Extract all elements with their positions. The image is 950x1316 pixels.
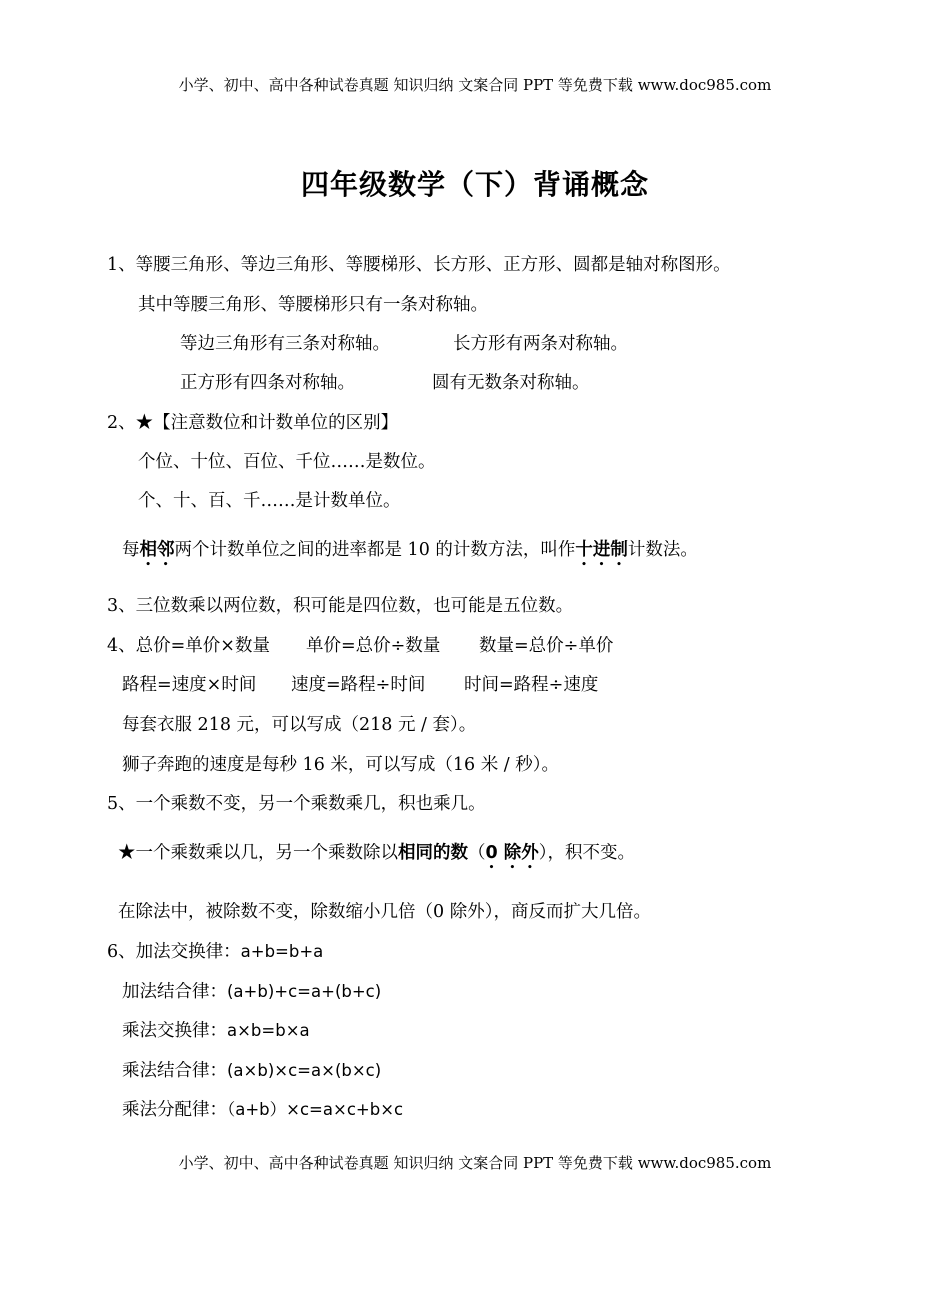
multiplication-associative-formula: (a×b)×c=a×(b×c) xyxy=(227,1061,382,1080)
s1-line4b: 圆有无数条对称轴。 xyxy=(432,373,590,393)
s2-line4-part1: 每 xyxy=(122,540,140,560)
s6-line5 xyxy=(122,1098,403,1122)
s6-line1 xyxy=(107,940,323,964)
s2-line4-part2: 两个计数单位之间的进率都是 10 的计数方法，叫作 xyxy=(174,540,576,560)
addition-associative-label: 加法结合律： xyxy=(122,982,227,1002)
addition-commutative-formula: a+b=b+a xyxy=(240,942,324,961)
s5-line2 xyxy=(118,841,635,873)
addition-commutative-label: 6、加法交换律： xyxy=(107,942,241,962)
s1-line2: 其中等腰三角形、等腰梯形只有一条对称轴。 xyxy=(138,295,488,315)
s4-line4: 狮子奔跑的速度是每秒 16 米，可以写成（16 米 / 秒）。 xyxy=(122,755,559,775)
s4-line3: 每套衣服 218 元，可以写成（218 元 / 套）。 xyxy=(122,715,477,735)
distributive-label: 乘法分配律： xyxy=(122,1100,227,1120)
emphasis-0-chuwai: 0 除外 xyxy=(485,843,539,863)
s5-line2-part3: ），积不变。 xyxy=(538,843,636,863)
bold-xiangtongdeshu: 相同的数 xyxy=(398,843,468,863)
s4-line2b: 速度=路程÷时间 xyxy=(291,675,426,695)
s1-line3a: 等边三角形有三条对称轴。 xyxy=(180,334,390,354)
s2-line3: 个、十、百、千……是计数单位。 xyxy=(138,491,401,511)
s2-line4 xyxy=(122,538,698,570)
s2-line4-part3: 计数法。 xyxy=(627,540,698,560)
s4-line1a: 4、总价=单价×数量 xyxy=(107,636,270,656)
s6-line3 xyxy=(122,1019,310,1043)
multiplication-commutative-label: 乘法交换律： xyxy=(122,1021,227,1041)
multiplication-associative-label: 乘法结合律： xyxy=(122,1061,227,1081)
s2-line2: 个位、十位、百位、千位……是数位。 xyxy=(138,452,436,472)
s1-line3b: 长方形有两条对称轴。 xyxy=(453,334,628,354)
document-title: 四年级数学（下）背诵概念 xyxy=(300,168,649,201)
s4-line2c: 时间=路程÷速度 xyxy=(464,675,599,695)
page-header: 小学、初中、高中各种试卷真题 知识归纳 文案合同 PPT 等免费下载 www.doc985.com xyxy=(178,76,772,94)
addition-associative-formula: (a+b)+c=a+(b+c) xyxy=(227,982,382,1001)
s4-line2a: 路程=速度×时间 xyxy=(122,675,257,695)
s4-line1c: 数量=总价÷单价 xyxy=(479,636,614,656)
multiplication-commutative-formula: a×b=b×a xyxy=(227,1021,310,1040)
s6-line4 xyxy=(122,1059,381,1083)
emphasis-xiangling: 相邻 xyxy=(139,540,175,560)
s5-line3: 在除法中，被除数不变，除数缩小几倍（0 除外），商反而扩大几倍。 xyxy=(118,902,651,922)
s1-line1: 1、等腰三角形、等边三角形、等腰梯形、长方形、正方形、圆都是轴对称图形。 xyxy=(107,255,731,275)
s5-line2-part1: ★一个乘数乘以几，另一个乘数除以 xyxy=(118,843,398,863)
emphasis-shijinzhi: 十进制 xyxy=(575,540,628,560)
s2-heading: 2、★【注意数位和计数单位的区别】 xyxy=(107,413,399,433)
s1-line4a: 正方形有四条对称轴。 xyxy=(180,373,355,393)
s6-line2 xyxy=(122,980,381,1004)
page-footer: 小学、初中、高中各种试卷真题 知识归纳 文案合同 PPT 等免费下载 www.doc985.com xyxy=(178,1154,772,1172)
s5-line2-part2: （ xyxy=(468,843,486,863)
distributive-formula: （a+b）×c=a×c+b×c xyxy=(227,1100,404,1119)
s3-line1: 3、三位数乘以两位数，积可能是四位数，也可能是五位数。 xyxy=(107,596,574,616)
s4-line1b: 单价=总价÷数量 xyxy=(306,636,441,656)
s5-line1: 5、一个乘数不变，另一个乘数乘几，积也乘几。 xyxy=(107,794,486,814)
